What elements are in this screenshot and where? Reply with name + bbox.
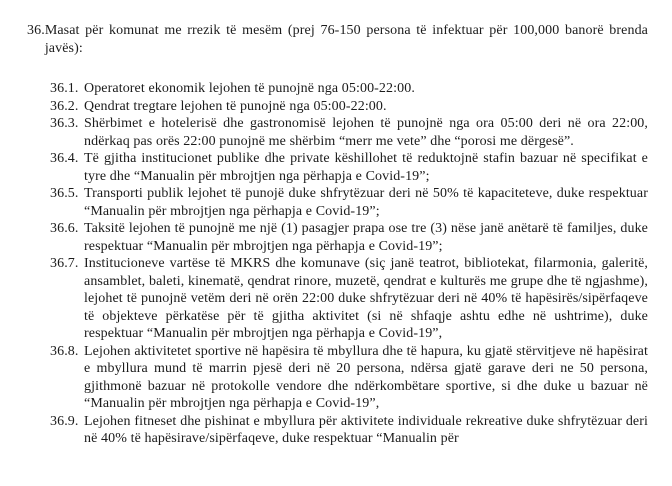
- list-item-36-1: [50, 80, 648, 98]
- list-item-36-6: [50, 220, 648, 255]
- list-item-36-4: [50, 150, 648, 185]
- list-item-number: 36.2.: [50, 98, 79, 114]
- list-item-text: Lejohen fitneset dhe pishinat e mbyllura për aktivitete individuale rekreative duke shfrytëzuar deri në 40% të hapësirave/sipërfaqeve, duke respektuar “Manualin për: [84, 413, 648, 446]
- list-item-text: Lejohen aktivitetet sportive në hapësira të mbyllura dhe të hapura, ku gjatë stërvitjeve në hapësirat e mbyllura mund të marrin pjesë deri në 20 persona, ndërsa gjatë garave deri ne 50 persona, gjithmonë bazuar në protokolle vendore dhe ndërkombëtare sportive, si dhe duke u bazuar në “Manualin për mbrojtjen nga përhapja e Covid-19”,: [84, 343, 648, 411]
- list-item-36-8: [50, 343, 648, 413]
- list-item-36-5: [50, 185, 648, 220]
- list-item-36: [27, 22, 648, 57]
- list-item-number: 36.5.: [50, 186, 79, 201]
- list-item-36-2: [50, 98, 648, 116]
- list-item-36-7: [50, 255, 648, 343]
- sub-item-list: [50, 80, 648, 448]
- list-item-number: 36.7.: [50, 256, 79, 271]
- list-item-text: Taksitë lejohen të punojnë me një (1) pasagjer prapa ose tre (3) nëse janë anëtarë të familjes, duke respektuar “Manualin për mbrojtjen nga përhapja e Covid-19”;: [84, 221, 648, 254]
- list-item-text: Institucioneve vartëse të MKRS dhe komunave (siç janë teatrot, bibliotekat, filarmonia, galeritë, ansamblet, baleti, kinematë, qendrat rinore, muzetë, qendrat e kulturës me grupe dhe të ngjashme), lejohet të punojnë vetëm deri në orën 22:00 duke shfrytëzuar deri në 40% të hapësirës/sipërfaqeve të objekteve përkatëse për të gjitha aktivitet (si në shfaqje ashtu edhe në ushtrime), duke respektuar “Manualin për mbrojtjen nga përhapja e Covid-19”,: [84, 256, 648, 341]
- list-item-text: Transporti publik lejohet të punojë duke shfrytëzuar deri në 50% të kapaciteteve, duke respektuar “Manualin për mbrojtjen nga përhapja e Covid-19”;: [84, 186, 648, 219]
- list-item-number: 36.1.: [50, 81, 79, 96]
- list-item-text: Qendrat tregtare lejohen të punojnë nga 05:00-22:00.: [84, 98, 387, 114]
- list-item-text: Shërbimet e hotelerisë dhe gastronomisë lejohen të punojnë nga ora 05:00 deri në ora 22:00, ndërkaq pas orës 22:00 punojnë me shërbim “merr me vete” dhe “porosi me dërgesë”.: [84, 116, 648, 149]
- list-item-text: Masat për komunat me rrezik të mesëm (prej 76-150 persona të infektuar për 100,000 banorë brenda javës):: [44, 23, 648, 56]
- list-item-number: 36.4.: [50, 151, 79, 166]
- list-item-36-9: [50, 413, 648, 448]
- list-item-number: 36.3.: [50, 116, 79, 131]
- list-item-number: 36.: [27, 23, 45, 38]
- list-item-text: Operatoret ekonomik lejohen të punojnë nga 05:00-22:00.: [84, 81, 415, 96]
- list-item-number: 36.8.: [50, 343, 79, 359]
- list-item-36-3: [50, 115, 648, 150]
- list-item-number: 36.9.: [50, 413, 79, 429]
- list-item-number: 36.6.: [50, 221, 79, 236]
- list-item-text: Të gjitha institucionet publike dhe private këshillohet të reduktojnë stafin bazuar në specifikat e tyre dhe “Manualin për mbrojtjen nga përhapja e Covid-19”;: [84, 151, 648, 184]
